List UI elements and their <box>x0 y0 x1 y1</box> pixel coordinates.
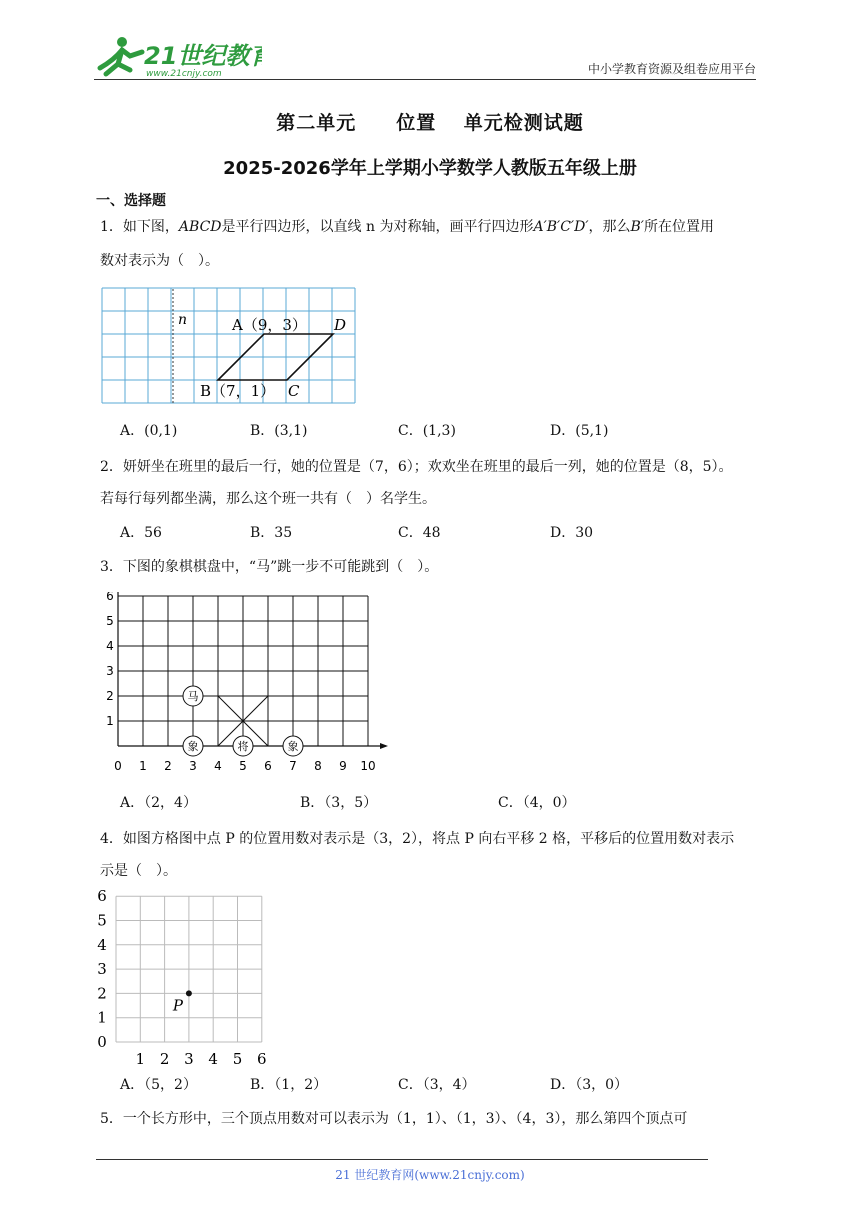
y-tick-label: 1 <box>106 714 114 728</box>
question-2-options <box>0 522 860 546</box>
option-c[interactable]: C．（3，4） <box>398 1077 476 1093</box>
y-tick-label: 1 <box>97 1008 107 1027</box>
question-2-text-line2: 若每行每列都坐满，那么这个班一共有（ ）名学生。 <box>100 491 436 507</box>
piece-general-label: 将 <box>237 740 249 753</box>
option-c[interactable]: C．48 <box>398 525 441 541</box>
x-tick-label: 4 <box>208 1050 218 1068</box>
y-tick-label: 6 <box>97 887 107 906</box>
option-a[interactable]: A．56 <box>120 525 162 541</box>
y-tick-label: 5 <box>97 911 107 930</box>
y-tick-label: 2 <box>97 984 107 1003</box>
site-logo <box>92 34 262 80</box>
question-4-text: 4．如图方格图中点 P 的位置用数对表示是（3，2），将点 P 向右平移 2 格，平移后的位置用数对表示 <box>100 831 735 847</box>
question-4-options <box>0 1074 860 1098</box>
point-p <box>186 990 192 996</box>
question-3-chessboard <box>100 592 400 782</box>
page-title: 第二单元 位置 单元检测试题 <box>276 112 584 134</box>
y-tick-label: 2 <box>106 689 114 703</box>
x-tick-label: 4 <box>214 759 222 773</box>
point-p-label: P <box>172 996 183 1015</box>
logo-url: www.21cnjy.com <box>146 69 222 79</box>
logo-text: 21世纪教育 <box>144 42 262 70</box>
question-5-text: 5．一个长方形中，三个顶点用数对可以表示为（1，1）、（1，3）、（4，3），那么第四个顶点可 <box>100 1111 688 1127</box>
question-1-text: 1．如下图，ABCD是平行四边形，以直线 n 为对称轴，画平行四边形A′B′C′D′，那么B′所在位置用 <box>100 219 714 235</box>
x-tick-label: 10 <box>360 759 376 773</box>
option-b[interactable]: B．（1，2） <box>250 1077 328 1093</box>
y-tick-label: 4 <box>106 639 114 653</box>
x-tick-label: 0 <box>114 759 122 773</box>
x-tick-label: 6 <box>264 759 272 773</box>
y-tick-label: 3 <box>106 664 114 678</box>
question-4-text-line2: 示是（ ）。 <box>100 863 177 879</box>
x-tick-label: 7 <box>289 759 297 773</box>
option-c[interactable]: C．（4，0） <box>498 795 576 811</box>
question-2-text: 2．妍妍坐在班里的最后一行，她的位置是（7，6）；欢欢坐在班里的最后一列，她的位置是（8，5）。 <box>100 459 733 475</box>
vertex-b-label: B（7，1） <box>200 382 276 400</box>
header-platform-text: 中小学教育资源及组卷应用平台 <box>587 62 756 76</box>
question-1-options <box>0 420 860 444</box>
y-tick-label: 0 <box>97 1033 107 1051</box>
piece-horse-label: 马 <box>187 690 199 703</box>
option-b[interactable]: B．35 <box>250 525 293 541</box>
option-a[interactable]: A．(0,1) <box>120 423 178 439</box>
option-d[interactable]: D．（3，0） <box>550 1077 629 1093</box>
option-d[interactable]: D．(5,1) <box>550 423 609 439</box>
page-subtitle: 2025-2026学年上学期小学数学人教版五年级上册 <box>223 158 637 179</box>
question-3-text: 3．下图的象棋棋盘中，“马”跳一步不可能跳到（ ）。 <box>100 559 439 575</box>
question-4-grid <box>90 884 280 1074</box>
x-tick-label: 8 <box>314 759 322 773</box>
piece-elephant-label: 象 <box>287 740 299 753</box>
option-b[interactable]: B．(3,1) <box>250 423 308 439</box>
option-c[interactable]: C．(1,3) <box>398 423 456 439</box>
y-tick-label: 5 <box>106 614 114 628</box>
option-a[interactable]: A．（2，4） <box>120 795 197 811</box>
vertex-d-label: D <box>334 316 347 334</box>
x-tick-label: 2 <box>159 1050 170 1068</box>
header-divider <box>94 79 756 80</box>
footer-text: 21 世纪教育网(www.21cnjy.com) <box>335 1168 525 1182</box>
option-b[interactable]: B．（3，5） <box>300 795 378 811</box>
logo-runner-icon <box>92 34 262 80</box>
y-tick-label: 6 <box>106 592 114 603</box>
piece-elephant-label: 象 <box>187 740 199 753</box>
footer-divider <box>96 1159 708 1160</box>
option-a[interactable]: A．（5，2） <box>120 1077 197 1093</box>
option-d[interactable]: D．30 <box>550 525 594 541</box>
axis-label-n: n <box>178 312 188 328</box>
x-tick-label: 3 <box>184 1050 194 1068</box>
x-tick-label: 1 <box>135 1050 146 1068</box>
y-tick-label: 3 <box>97 960 107 979</box>
question-1-text-line2: 数对表示为（ ）。 <box>100 253 219 269</box>
question-1-figure <box>100 286 360 410</box>
x-tick-label: 2 <box>164 759 172 773</box>
x-tick-label: 9 <box>339 759 347 773</box>
x-tick-label: 3 <box>189 759 197 773</box>
vertex-c-label: C <box>288 382 300 400</box>
x-tick-label: 5 <box>239 759 247 773</box>
x-tick-label: 1 <box>139 759 147 773</box>
x-axis-arrow <box>380 743 388 749</box>
question-3-options <box>0 792 860 816</box>
y-tick-label: 4 <box>97 935 107 954</box>
vertex-a-label: A（9，3） <box>232 316 307 334</box>
section-heading: 一、选择题 <box>96 193 166 209</box>
x-tick-label: 5 <box>232 1050 243 1068</box>
x-tick-label: 6 <box>257 1050 267 1068</box>
